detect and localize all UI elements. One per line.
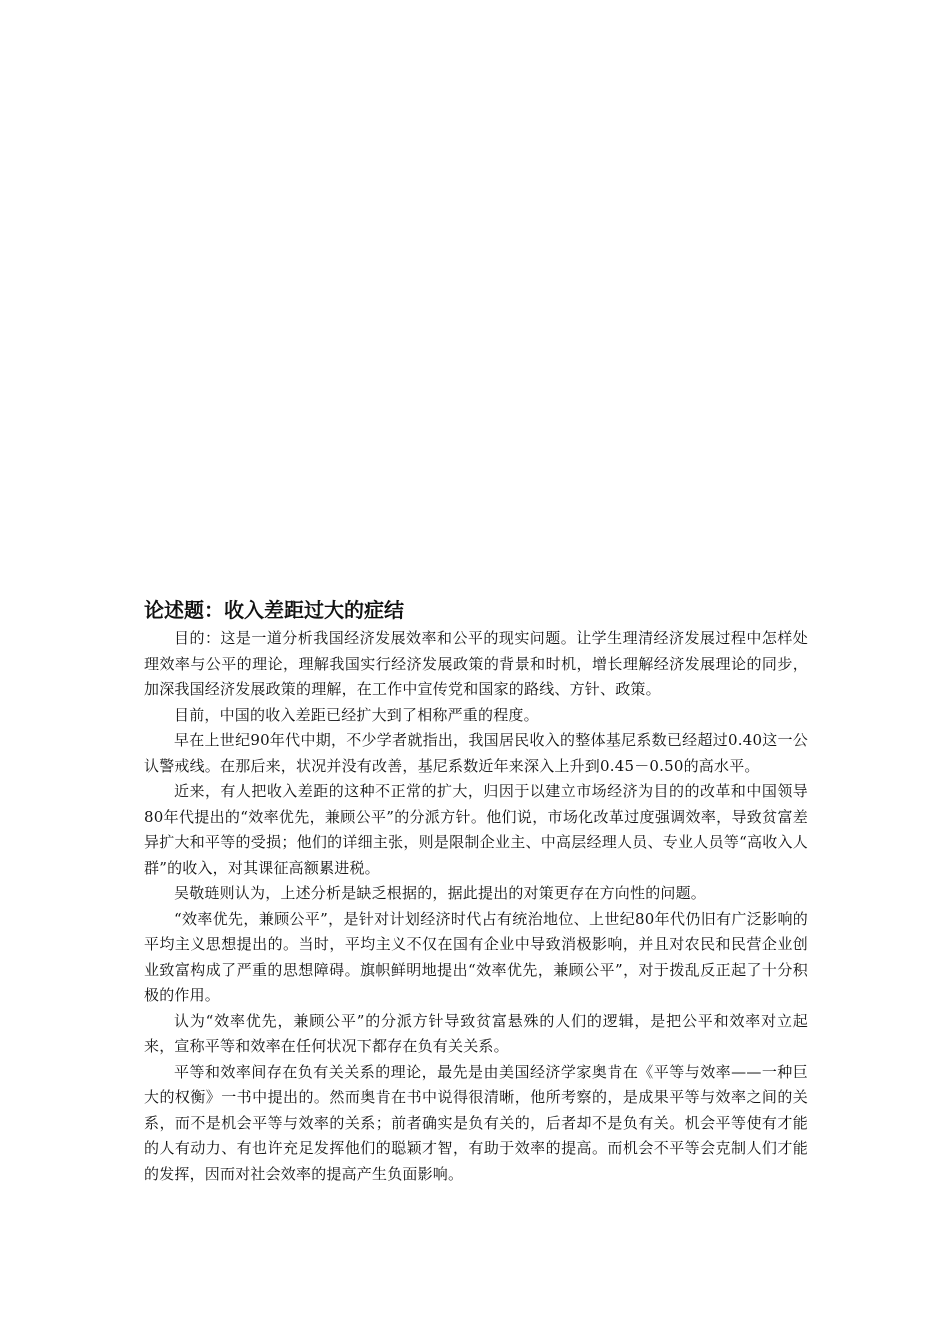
document-title: 论述题：收入差距过大的症结 <box>144 598 404 622</box>
paragraph-logic: 认为“效率优先，兼顾公平”的分派方针导致贫富悬殊的人们的逻辑，是把公平和效率对立起来，宣称平等和效率在任何状况下都存在负有关关系。 <box>144 1011 808 1055</box>
document-body <box>144 596 808 1187</box>
paragraph-okun: 平等和效率间存在负有关关系的理论，最先是由美国经济学家奥肯在《平等与效率——一种巨大的权衡》一书中提出的。然而奥肯在书中说得很清晰，他所考察的，是成果平等与效率之间的关系，而不是机会平等与效率的关系；前者确实是负有关的，后者却不是负有关。机会平等使有才能的人有动力、有也许充足发挥他们的聪颖才智，有助于效率的提高。而机会不平等会克制人们才能的发挥，因而对社会效率的提高产生负面影响。 <box>144 1062 808 1183</box>
paragraph-current-gap: 目前，中国的收入差距已经扩大到了相称严重的程度。 <box>174 705 539 724</box>
paragraph-gini: 早在上世纪90年代中期，不少学者就指出，我国居民收入的整体基尼系数已经超过0.40这一公认警戒线。在那后来，状况并没有改善，基尼系数近年来深入上升到0.45－0.50的高水平。 <box>144 731 808 775</box>
paragraph-purpose: 目的：这是一道分析我国经济发展效率和公平的现实问题。让学生理清经济发展过程中怎样处理效率与公平的理论，理解我国实行经济发展政策的背景和时机，增长理解经济发展理论的同步，加深我国经济发展政策的理解，在工作中宣传党和国家的路线、方针、政策。 <box>144 629 808 698</box>
paragraph-wu-jinglian: 吴敬琏则认为，上述分析是缺乏根据的，据此提出的对策更存在方向性的问题。 <box>174 884 707 902</box>
paragraph-attribution: 近来，有人把收入差距的这种不正常的扩大，归因于以建立市场经济为目的的改革和中国领导80年代提出的“效率优先，兼顾公平”的分派方针。他们说，市场化改革过度强调效率，导致贫富差异扩大和平等的受损；他们的详细主张，则是限制企业主、中高层经理人员、专业人员等“高收入人群”的收入，对其课征高额累进税。 <box>144 782 808 877</box>
paragraph-efficiency-priority: “效率优先，兼顾公平”，是针对计划经济时代占有统治地位、上世纪80年代仍旧有广泛影响的平均主义思想提出的。当时，平均主义不仅在国有企业中导致消极影响，并且对农民和民营企业创业致富构成了严重的思想障碍。旗帜鲜明地提出“效率优先，兼顾公平”，对于拨乱反正起了十分积极的作用。 <box>144 909 808 1004</box>
